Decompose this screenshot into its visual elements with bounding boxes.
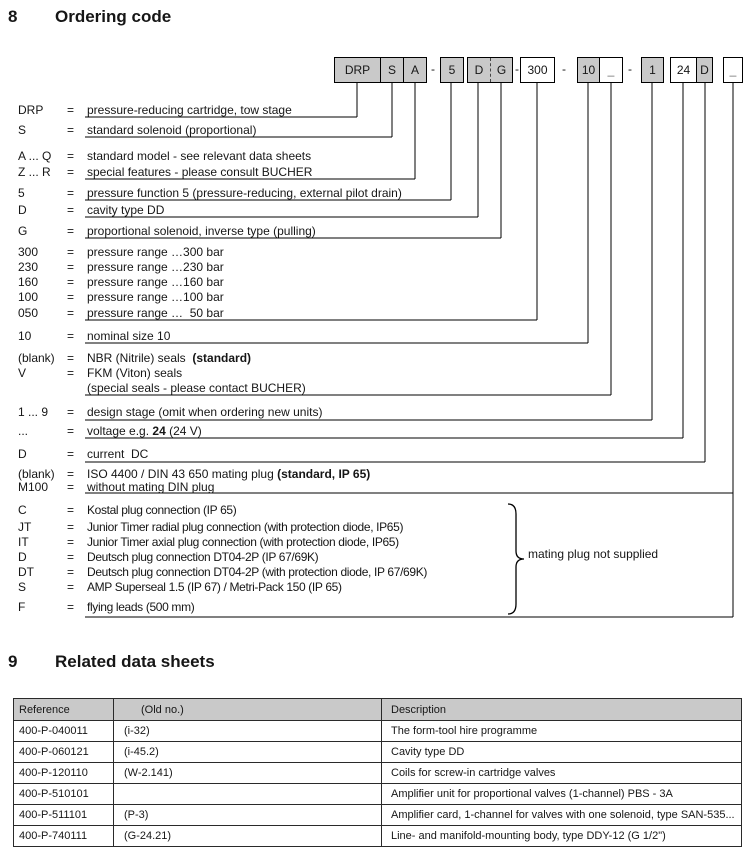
legend-desc: design stage (omit when ordering new units)	[87, 405, 323, 419]
legend-row: S = AMP Superseal 1.5 (IP 67) / Metri-Pack 150 (IP 65)	[18, 580, 342, 594]
legend-code: ...	[18, 424, 29, 438]
legend-desc: special features - please consult BUCHER	[87, 165, 313, 179]
code-segment-a: A	[403, 58, 426, 82]
legend-row: 160 = pressure range …160 bar	[18, 275, 224, 289]
code-box-5	[440, 57, 464, 83]
legend-row: JT = Junior Timer radial plug connection (with protection diode, IP65)	[18, 520, 404, 534]
legend-desc: flying leads (500 mm)	[87, 600, 195, 614]
table-header-old-no: (Old no.)	[113, 699, 381, 720]
legend-row: M100 = without mating DIN plug	[18, 480, 215, 494]
section-title-ordering-code: Ordering code	[55, 7, 172, 26]
legend-row: F = flying leads (500 mm)	[18, 600, 195, 614]
legend-row: IT = Junior Timer axial plug connection (with protection diode, IP65)	[18, 535, 399, 549]
legend-row: A ... Q = standard model - see relevant data sheets	[18, 149, 312, 163]
legend-desc: pressure range … 50 bar	[87, 306, 224, 320]
table-cell-description: Amplifier card, 1-channel for valves with one solenoid, type SAN-535...	[381, 805, 741, 825]
table-cell-description: Cavity type DD	[381, 742, 741, 762]
legend-row: DT = Deutsch plug connection DT04-2P (with protection diode, IP 67/69K)	[18, 565, 428, 579]
legend-desc: Junior Timer axial plug connection (with protection diode, IP65)	[87, 535, 399, 549]
table-row	[14, 741, 741, 762]
legend-code: C	[18, 503, 27, 517]
legend-code: S	[18, 123, 27, 137]
table-header-description: Description	[381, 699, 741, 720]
legend-row: 5 = pressure function 5 (pressure-reducing, external pilot drain)	[18, 186, 402, 200]
legend-code: JT	[18, 520, 32, 534]
legend-code: G	[18, 224, 28, 238]
legend-row	[0, 381, 754, 396]
table-header-row	[14, 699, 741, 720]
legend-desc: pressure-reducing cartridge, tow stage	[87, 103, 292, 117]
table-header-reference: Reference	[19, 703, 70, 716]
code-segment-1: 1	[642, 58, 663, 82]
table-row	[14, 783, 741, 804]
legend-row: 050 = pressure range … 50 bar	[18, 306, 224, 320]
legend-desc: Deutsch plug connection DT04-2P (IP 67/69K)	[87, 550, 319, 564]
legend-code: S	[18, 580, 27, 594]
table-cell-old-no: (i-32)	[113, 721, 381, 741]
code-segment-10: 10	[578, 58, 599, 82]
legend-row: DRP = pressure-reducing cartridge, tow stage	[18, 103, 292, 117]
legend-desc: Deutsch plug connection DT04-2P (with protection diode, IP 67/69K)	[87, 565, 428, 579]
legend-code: IT	[18, 535, 29, 549]
legend-row: D = cavity type DD	[18, 203, 165, 217]
code-box-1	[641, 57, 664, 83]
legend-row: 230 = pressure range …230 bar	[18, 260, 224, 274]
legend-desc: proportional solenoid, inverse type (pulling)	[87, 224, 316, 238]
code-segment-300: 300	[521, 58, 554, 82]
code-segment-d: D	[468, 58, 490, 82]
legend-row: Z ... R = special features - please consult BUCHER	[18, 165, 313, 179]
legend-desc: pressure range …160 bar	[87, 275, 224, 289]
code-segment-dc: D	[696, 58, 712, 82]
section-number: 9	[8, 652, 18, 671]
table-cell-old-no: (i-45.2)	[113, 742, 381, 762]
legend-desc: Junior Timer radial plug connection (with protection diode, IP65)	[87, 520, 404, 534]
legend-desc: ISO 4400 / DIN 43 650 mating plug (standard, IP 65)	[87, 467, 371, 481]
legend-code: F	[18, 600, 26, 614]
section-title-related-data-sheets: Related data sheets	[55, 652, 215, 671]
legend-desc: pressure function 5 (pressure-reducing, external pilot drain)	[87, 186, 402, 200]
table-cell-old-no: (W-2.141)	[113, 763, 381, 783]
legend-row: V = FKM (Viton) seals	[18, 366, 183, 380]
code-box-drp-s-a	[334, 57, 427, 83]
table-cell-reference: 400-P-740111	[19, 830, 88, 842]
table-cell-reference: 400-P-511101	[19, 809, 88, 821]
legend-row: 1 ... 9 = design stage (omit when ordering new units)	[18, 405, 323, 419]
legend-code: DRP	[18, 103, 44, 117]
legend-desc: standard model - see relevant data sheets	[87, 149, 312, 163]
table-row	[14, 720, 741, 741]
table-cell-old-no: (P-3)	[113, 805, 381, 825]
legend-code: 10	[18, 329, 32, 343]
legend-code: A ... Q	[18, 149, 52, 163]
legend-row: (blank) = NBR (Nitrile) seals (standard)	[18, 351, 252, 365]
table-row	[14, 825, 741, 846]
legend-desc: cavity type DD	[87, 203, 165, 217]
legend-desc: nominal size 10	[87, 329, 171, 343]
code-segment-blank: _	[724, 58, 742, 82]
table-cell-description: The form-tool hire programme	[381, 721, 741, 741]
table-cell-old-no	[113, 784, 381, 804]
code-segment-s: S	[380, 58, 403, 82]
legend-desc: voltage e.g. 24 (24 V)	[87, 424, 202, 438]
legend-code: 1 ... 9	[18, 405, 49, 419]
legend-code: V	[18, 366, 27, 380]
legend-row: C = Kostal plug connection (IP 65)	[18, 503, 237, 517]
legend-row: 100 = pressure range …100 bar	[18, 290, 224, 304]
legend-row: D = Deutsch plug connection DT04-2P (IP 67/69K)	[18, 550, 319, 564]
section-number: 8	[8, 7, 18, 26]
legend-desc: current DC	[87, 447, 149, 461]
legend-row: S = standard solenoid (proportional)	[18, 123, 257, 137]
legend-code: DT	[18, 565, 34, 579]
table-cell-reference: 400-P-120110	[19, 767, 88, 779]
table-cell-description: Line- and manifold-mounting body, type DDY-12 (G 1/2")	[381, 826, 741, 846]
legend-desc: pressure range …230 bar	[87, 260, 224, 274]
legend-row: D = current DC	[18, 447, 149, 461]
legend-code: 230	[18, 260, 39, 274]
code-box-dg	[467, 57, 513, 83]
brace-note: mating plug not supplied	[528, 547, 659, 561]
code-separator: -	[515, 62, 519, 76]
code-segment-blank: _	[599, 58, 622, 82]
legend-row: (blank) = ISO 4400 / DIN 43 650 mating plug (standard, IP 65)	[18, 467, 371, 481]
code-box-300	[520, 57, 555, 83]
code-box-24d	[670, 57, 713, 83]
legend-code: (blank)	[18, 467, 55, 481]
table-cell-reference: 400-P-040011	[19, 725, 88, 737]
legend-desc: standard solenoid (proportional)	[87, 123, 257, 137]
legend-desc: Kostal plug connection (IP 65)	[87, 503, 237, 517]
legend-code: 100	[18, 290, 39, 304]
related-data-sheets-table	[13, 698, 742, 847]
legend-desc: without mating DIN plug	[87, 480, 215, 494]
legend-row: ... = voltage e.g. 24 (24 V)	[18, 424, 202, 438]
legend-desc: NBR (Nitrile) seals (standard)	[87, 351, 252, 365]
legend-row: G = proportional solenoid, inverse type (pulling)	[18, 224, 316, 238]
code-separator: -	[562, 62, 566, 76]
code-segment-5: 5	[441, 58, 463, 82]
legend-code: D	[18, 203, 27, 217]
legend-desc: (special seals - please contact BUCHER)	[87, 381, 306, 395]
code-segment-drp: DRP	[335, 58, 380, 82]
table-row	[14, 762, 741, 783]
legend-desc: FKM (Viton) seals	[87, 366, 183, 380]
code-separator: -	[431, 62, 435, 76]
legend-desc: pressure range …100 bar	[87, 290, 224, 304]
code-segment-24: 24	[671, 58, 696, 82]
legend-code: M100	[18, 480, 49, 494]
code-segment-g: G	[490, 58, 512, 82]
legend-code: Z ... R	[18, 165, 51, 179]
legend-row: 300 = pressure range …300 bar	[18, 245, 224, 259]
legend-code: 300	[18, 245, 39, 259]
legend-code: 160	[18, 275, 39, 289]
table-cell-description: Coils for screw-in cartridge valves	[381, 763, 741, 783]
legend-code: D	[18, 550, 27, 564]
code-box-10-blank	[577, 57, 623, 83]
legend-code: 5	[18, 186, 25, 200]
legend-desc: AMP Superseal 1.5 (IP 67) / Metri-Pack 150 (IP 65)	[87, 580, 342, 594]
legend-desc: pressure range …300 bar	[87, 245, 224, 259]
legend-code: D	[18, 447, 27, 461]
legend-code: 050	[18, 306, 39, 320]
table-cell-description: Amplifier unit for proportional valves (1-channel) PBS - 3A	[381, 784, 741, 804]
table-cell-reference: 400-P-510101	[19, 788, 89, 800]
legend-code: (blank)	[18, 351, 55, 365]
legend-row: 10 = nominal size 10	[18, 329, 171, 343]
code-box-blank2	[723, 57, 743, 83]
table-cell-reference: 400-P-060121	[19, 746, 89, 758]
table-cell-old-no: (G-24.21)	[113, 826, 381, 846]
table-row	[14, 804, 741, 825]
code-separator: -	[628, 62, 632, 76]
